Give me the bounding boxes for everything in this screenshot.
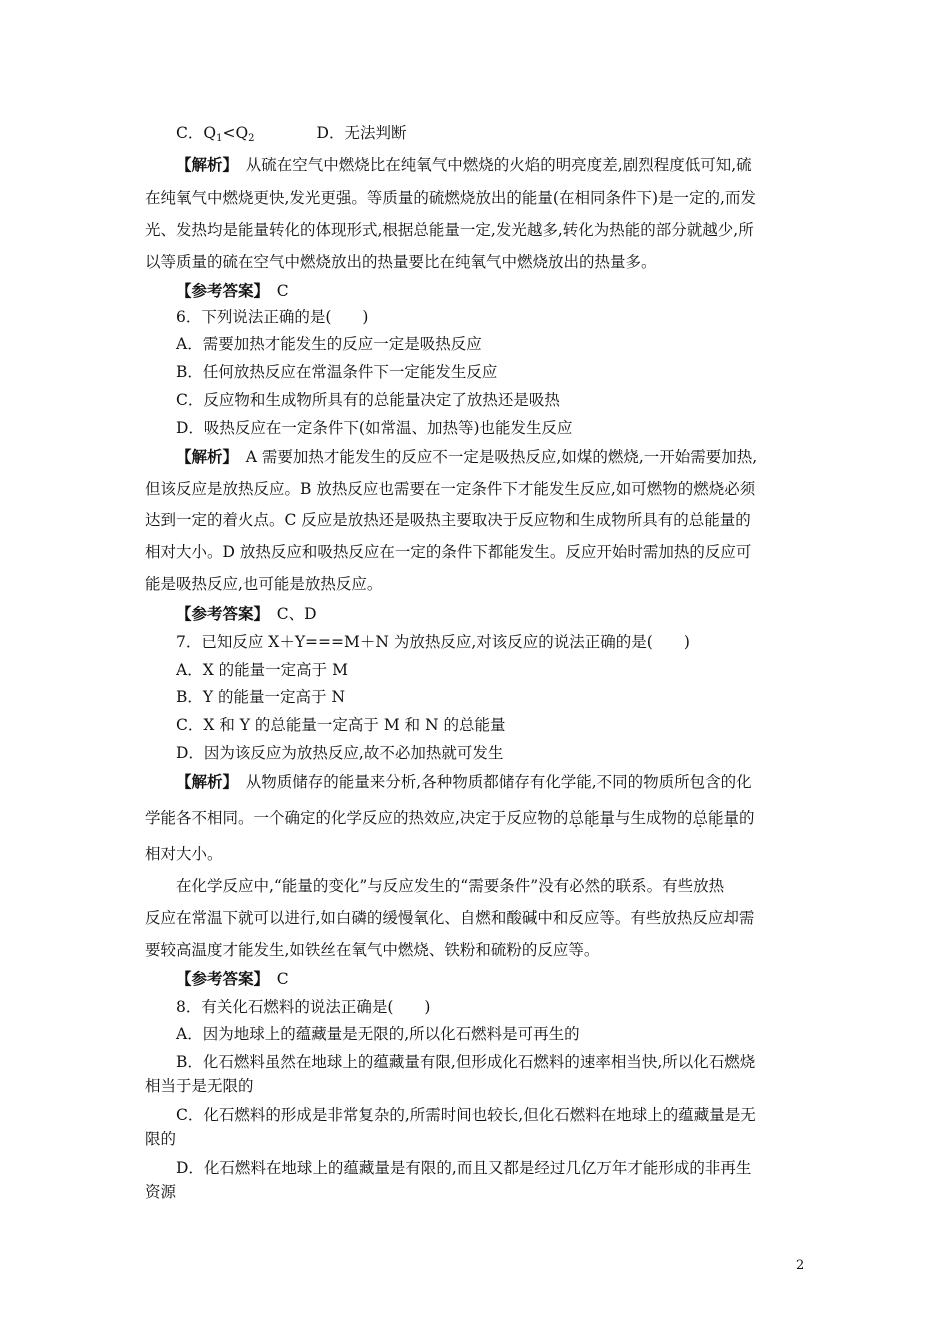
q7-option-c: C．X 和 Y 的总能量一定高于 M 和 N 的总能量 — [176, 716, 506, 734]
q7-paragraph-line: 在化学反应中,“能量的变化”与反应发生的“需要条件”没有必然的联系。有些放热 — [176, 877, 725, 895]
q6-option-a: A．需要加热才能发生的反应一定是吸热反应 — [176, 335, 482, 353]
analysis-label: 【解析】 — [176, 772, 231, 791]
q7-paragraph-line: 要较高温度才能发生,如铁丝在氧气中燃烧、铁粉和硫粉的反应等。 — [145, 941, 600, 959]
q6-analysis-line: 但该反应是放热反应。B 放热反应也需要在一定条件下才能发生反应,如可燃物的燃烧必须 — [145, 480, 756, 498]
answer-label: 【参考答案】 — [176, 604, 262, 623]
analysis-label: 【解析】 — [176, 155, 231, 174]
q7-analysis-line: 【解析】 从物质储存的能量来分析,各种物质都储存有化学能,不同的物质所包含的化 — [176, 772, 752, 791]
page-number: 2 — [796, 1258, 805, 1273]
q7-option-b: B．Y 的能量一定高于 N — [176, 688, 346, 706]
q8-stem: 8．有关化石燃料的说法正确是( ) — [176, 998, 431, 1016]
q6-option-d: D．吸热反应在一定条件下(如常温、加热等)也能发生反应 — [176, 419, 573, 437]
q7-analysis-line: 相对大小。 — [145, 845, 223, 863]
q7-option-d: D．因为该反应为放热反应,故不必加热就可发生 — [176, 744, 504, 762]
answer-value: C、D — [276, 605, 317, 623]
q5-option-d: D．无法判断 — [316, 124, 407, 142]
q8-option-d-cont: 资源 — [145, 1183, 177, 1201]
q6-analysis-line: 达到一定的着火点。C 反应是放热还是吸热主要取决于反应物和生成物所具有的总能量的 — [145, 511, 751, 529]
q5-answer — [176, 280, 810, 302]
q7-paragraph-line: 反应在常温下就可以进行,如白磷的缓慢氧化、自燃和酸碱中和反应等。有些放热反应却需 — [145, 909, 755, 927]
emphasis-dots: 总能量 — [568, 809, 615, 827]
q7-answer — [176, 968, 810, 990]
q8-option-a: A．因为地球上的蕴藏量是无限的,所以化石燃料是可再生的 — [176, 1025, 580, 1043]
answer-label: 【参考答案】 — [176, 969, 262, 988]
q6-option-c: C．反应物和生成物所具有的总能量决定了放热还是吸热 — [176, 391, 560, 409]
q7-option-a: A．X 的能量一定高于 M — [176, 661, 348, 679]
q7-analysis-line: 学能各不相同。一个确定的化学反应的热效应,决定于反应物的总能量与生成物的总能量的 — [145, 809, 755, 827]
analysis-label: 【解析】 — [176, 447, 231, 466]
q6-analysis-line: 能是吸热反应,也可能是放热反应。 — [145, 575, 383, 593]
q5-analysis-line: 光、发热均是能量转化的体现形式,根据总能量一定,发光越多,转化为热能的部分就越少,所 — [145, 221, 754, 239]
q6-stem: 6．下列说法正确的是( ) — [176, 308, 369, 326]
q5-option-c: C．$Q_1<Q_2$ — [176, 124, 255, 144]
q8-option-d: D．化石燃料在地球上的蕴藏量是有限的,而且又都是经过几亿万年才能形成的非再生 — [176, 1159, 752, 1177]
q8-option-c: C．化石燃料的形成是非常复杂的,所需时间也较长,但化石燃料在地球上的蕴藏量是无 — [176, 1106, 756, 1124]
q8-option-c-cont: 限的 — [145, 1130, 177, 1148]
q5-analysis-line: 【解析】 从硫在空气中燃烧比在纯氧气中燃烧的火焰的明亮度差,剧烈程度低可知,硫 — [176, 155, 752, 174]
answer-label: 【参考答案】 — [176, 281, 262, 300]
q6-analysis-line: 【解析】 A 需要加热才能发生的反应不一定是吸热反应,如煤的燃烧,一开始需要加热, — [176, 447, 758, 466]
q6-option-b: B．任何放热反应在常温条件下一定能发生反应 — [176, 363, 498, 381]
q6-answer — [176, 603, 810, 625]
q5-analysis-line: 以等质量的硫在空气中燃烧放出的热量要比在纯氧气中燃烧放出的热量多。 — [145, 253, 657, 271]
q5-analysis-line: 在纯氧气中燃烧更快,发光更强。等质量的硫燃烧放出的能量(在相同条件下)是一定的,而发 — [145, 189, 756, 207]
q8-option-b-cont: 相当于是无限的 — [145, 1077, 254, 1095]
q8-option-b: B．化石燃料虽然在地球上的蕴藏量有限,但形成化石燃料的速率相当快,所以化石燃烧 — [176, 1053, 756, 1071]
q7-stem: 7．已知反应 X＋Y===M＋N 为放热反应,对该反应的说法正确的是( ) — [176, 633, 690, 651]
emphasis-dots: 总能量 — [692, 809, 740, 827]
answer-value: C — [276, 970, 289, 988]
q5-options — [176, 122, 810, 150]
q6-analysis-line: 相对大小。D 放热反应和吸热反应在一定的条件下都能发生。反应开始时需加热的反应可 — [145, 543, 752, 561]
answer-value: C — [276, 282, 289, 300]
